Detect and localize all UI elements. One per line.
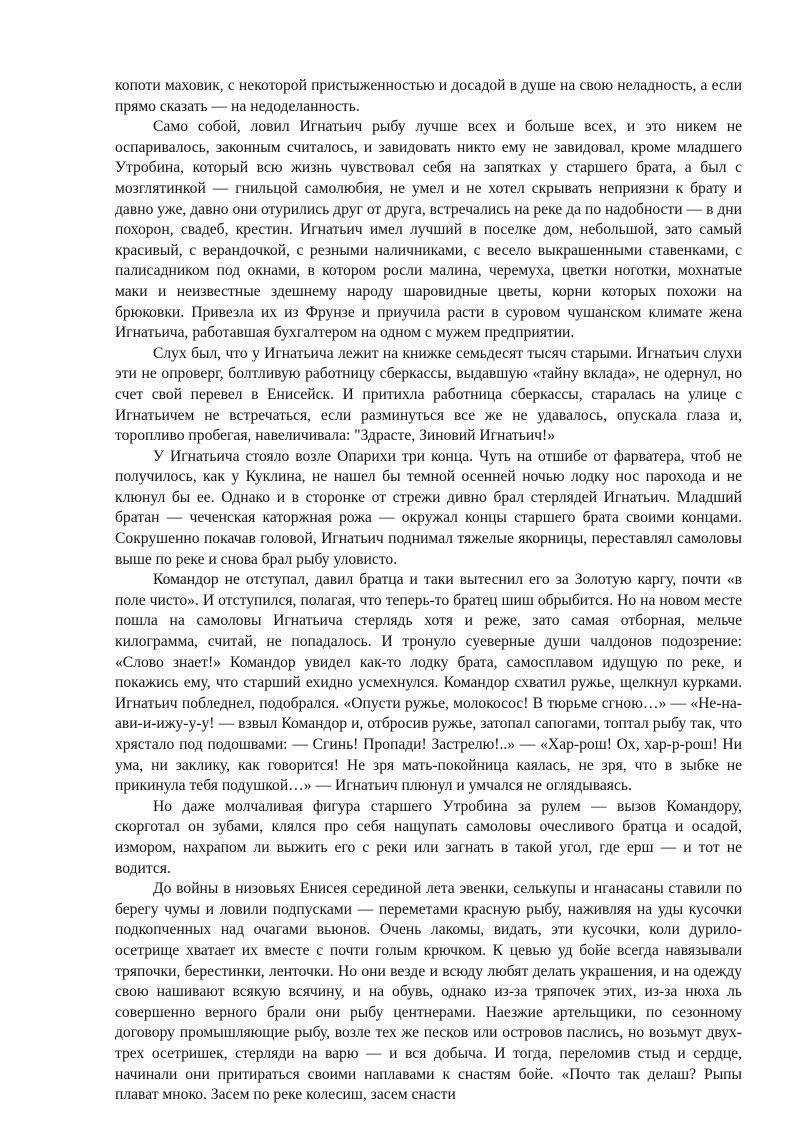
paragraph-1: копоти маховик, с некоторой пристыженностью и досадой в душе на свою неладность, а если прямо сказать — на недоделанность. [115, 77, 742, 115]
paragraph-2: Само собой, ловил Игнатьич рыбу лучше всех и больше всех, и это никем не оспаривалось, законным считалось, и завидовать никто ему не завидовал, кроме младшего Утробина, который всю жизнь чувствовал себя на запятках у старшего брата, а был с мозглятинкой — гнильцой самолюбия, не умел и не хотел скрывать неприязни к брату и давно уже, давно они отурились друг от друга, встречались на реке да по надобности — в дни похорон, свадеб, крестин. Игнатьич имел лучший в поселке дом, небольшой, зато самый красивый, с верандочкой, с резными наличниками, с весело выкрашенными ставенками, с палисадником под окнами, в котором росли малина, черемуха, цветки ноготки, мохнатые маки и неизвестные здешнему народу шаровидные цветы, корни которых похожи на брюковки. Привезла их из Фрунзе и приучила расти в суровом чушанском климате жена Игнатьича, работавшая бухгалтером на одном с мужем предприятии. [115, 118, 742, 342]
document-page [115, 76, 742, 1106]
paragraph-4: У Игнатьича стояло возле Опарихи три конца. Чуть на отшибе от фарватера, чтоб не получилось, как у Куклина, не нашел бы темной осенней ночью лодку нос парохода и не клюнул бы ее. Однако и в сторонке от стрежи дивно брал стерлядей Игнатьич. Младший братан — чеченская каторжная рожа — окружал концы старшего брата своими концами. Сокрушенно покачав головой, Игнатьич поднимал тяжелые якорницы, переставлял самоловы выше по реке и снова брал рыбу уловисто. [115, 447, 742, 568]
paragraph-3: Слух был, что у Игнатьича лежит на книжке семьдесят тысяч старыми. Игнатьич слухи эти не опроверг, болтливую работницу сберкассы, выдавшую «тайну вклада», не одернул, но счет свой перевел в Енисейск. И притихла работница сберкассы, старалась на улице с Игнатьичем не встречаться, если разминуться все же не удавалось, опускала глаза и, торопливо пробегая, навеличивала: "Здрасте, Зиновий Игнатьич!» [115, 344, 742, 445]
paragraph-6: Но даже молчаливая фигура старшего Утробина за рулем — вызов Командору, скорготал он зубами, клялся про себя нащупать самоловы очесливого братца и осадой, измором, нахрапом ли выжить его с реки или загнать в такой угол, где ерш — и тот не водится. [115, 797, 742, 877]
paragraph-5: Командор не отступал, давил братца и таки вытеснил его за Золотую каргу, почти «в поле чисто». И отступился, полагая, что теперь-то братец шиш обрыбится. Но на новом месте пошла на самоловы Игнатьича стерлядь хотя и реже, зато самая отборная, мельче килограмма, считай, не попадалось. И тронуло суеверные души чалдонов подозрение: «Слово знает!» Командор увидел как-то лодку брата, самосплавом идущую по реке, и покажись ему, что старший ехидно усмехнулся. Командор схватил ружье, щелкнул курками. Игнатьич побледнел, подобрался. «Опусти ружье, молокосос! В тюрьме сгною…» — «Не-на-ави-и-ижу-у-у! — взвыл Командор и, отбросив ружье, затопал сапогами, топтал рыбу так, что хрястало под подошвами: — Сгинь! Пропади! Застрелю!..» — «Хар-рош! Ох, хар-р-рош! Ни ума, ни заклику, как говорится! Не зря мать-покойница каялась, не зря, что в зыбке не прикинула тебя подушкой…» — Игнатьич плюнул и умчался не оглядываясь. [115, 571, 742, 795]
paragraph-7: До войны в низовьях Енисея серединой лета эвенки, селькупы и нганасаны ставили по берегу чумы и ловили подпусками — переметами красную рыбу, наживляя на уды кусочки подкопченных над очагами вьюнов. Очень лакомы, видать, эти кусочки, коли дурило-осетрище хватает их вместе с почти голым крючком. К цевью уд бойе всегда навязывали тряпочки, берестинки, ленточки. Но они везде и всюду любят делать украшения, и на одежду свою нашивают всякую всячину, и на обувь, однако из-за тряпочек этих, из-за нюха ль совершенно верного брали они рыбу центнерами. Наезжие артельщики, по сезонному договору промышляющие рыбу, возле тех же песков или островов паслись, но возьмут двух-трех осетришек, стерляди на варю — и вся добыча. И тогда, переломив стыд и сердце, начинали они притираться своими наплавами к снастям бойе. «Почто так делаш? Рыпы плават мноко. Засем по реке колесиш, засем снасти [115, 880, 742, 1104]
